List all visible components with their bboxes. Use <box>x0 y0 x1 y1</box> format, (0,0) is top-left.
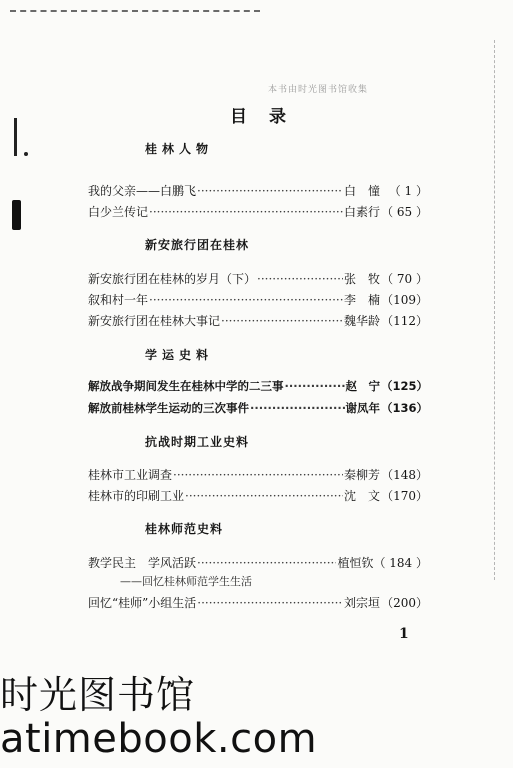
entry-author: 魏华龄 <box>343 314 380 328</box>
entry-author: 白素行 <box>343 205 380 219</box>
entry-title: 桂林市的印刷工业 <box>88 489 185 503</box>
toc-entry[interactable] <box>88 291 428 309</box>
entry-author: 张 牧 <box>343 272 380 286</box>
entry-author: 秦柳芳 <box>343 468 380 482</box>
entry-author: 谢凤年 <box>345 401 380 415</box>
entry-page: （125） <box>380 379 428 393</box>
entry-author: 赵 宁 <box>345 379 380 393</box>
entry-page: （148） <box>381 468 428 482</box>
left-margin-mark <box>14 118 17 156</box>
leader-dots <box>173 466 343 484</box>
entry-page: （ 65 ） <box>381 205 428 219</box>
left-margin-dot <box>24 152 28 156</box>
left-margin-block <box>12 200 21 230</box>
leader-dots <box>149 203 343 221</box>
section-heading: 学运史料 <box>145 348 214 362</box>
entry-author: 植恒钦 <box>337 556 374 570</box>
entry-title: 叙和村一年 <box>88 293 149 307</box>
leader-dots <box>149 291 343 309</box>
entry-title: 我的父亲——白鹏飞 <box>88 184 197 198</box>
page-title: 目录 <box>230 107 308 127</box>
watermark-chinese: 时光图书馆 <box>0 673 196 717</box>
toc-entry[interactable] <box>88 270 428 288</box>
toc-entry[interactable] <box>88 487 428 505</box>
toc-entry[interactable] <box>88 203 428 221</box>
entry-title: 新安旅行团在桂林的岁月（下） <box>88 272 257 286</box>
section-heading: 抗战时期工业史料 <box>145 435 250 449</box>
leader-dots <box>197 554 336 572</box>
entry-title: 解放战争期间发生在桂林中学的二三事 <box>88 379 284 393</box>
toc-entry[interactable] <box>88 377 428 395</box>
toc-entry[interactable] <box>88 466 428 484</box>
section-heading: 桂林师范史料 <box>145 522 224 536</box>
leader-dots <box>285 377 345 395</box>
entry-page: （109） <box>381 293 428 307</box>
toc-entry[interactable] <box>88 594 428 612</box>
section-heading: 新安旅行团在桂林 <box>145 238 250 252</box>
entry-author: 李 楠 <box>343 293 380 307</box>
watermark-url: atimebook.com <box>0 716 318 762</box>
entry-subtitle: ——回忆桂林师范学生生活 <box>120 575 252 588</box>
entry-page: （ 184 ） <box>373 556 428 570</box>
entry-page: （170） <box>381 489 428 503</box>
entry-title: 白少兰传记 <box>88 205 149 219</box>
top-dashed-rule <box>10 10 260 12</box>
toc-entry[interactable] <box>88 182 428 200</box>
right-edge-mark <box>494 40 495 580</box>
entry-title: 桂林市工业调查 <box>88 468 173 482</box>
toc-entry[interactable] <box>88 399 428 417</box>
entry-author: 白 憧 <box>343 184 380 198</box>
leader-dots <box>257 270 343 288</box>
entry-page: （ 70 ） <box>381 272 428 286</box>
faint-stamp-text: 本书由时光图书馆收集 <box>268 85 369 95</box>
leader-dots <box>197 182 343 200</box>
entry-author: 刘宗垣 <box>343 596 380 610</box>
entry-page: （112） <box>381 314 428 328</box>
toc-entry[interactable] <box>88 312 428 330</box>
entry-page: （136） <box>380 401 428 415</box>
entry-page: （ 1 ） <box>388 184 428 198</box>
entry-title: 回忆“桂师”小组生活 <box>88 596 197 610</box>
leader-dots <box>221 312 343 330</box>
entry-title: 新安旅行团在桂林大事记 <box>88 314 221 328</box>
entry-title: 解放前桂林学生运动的三次事件 <box>88 401 249 415</box>
toc-entry[interactable] <box>88 554 428 572</box>
leader-dots <box>197 594 343 612</box>
leader-dots <box>250 399 345 417</box>
entry-page: （200） <box>381 596 428 610</box>
leader-dots <box>185 487 343 505</box>
page-number: 1 <box>399 626 409 642</box>
section-heading: 桂林人物 <box>145 142 214 156</box>
entry-author: 沈 文 <box>343 489 380 503</box>
entry-title: 教学民主 学风活跃 <box>88 556 197 570</box>
